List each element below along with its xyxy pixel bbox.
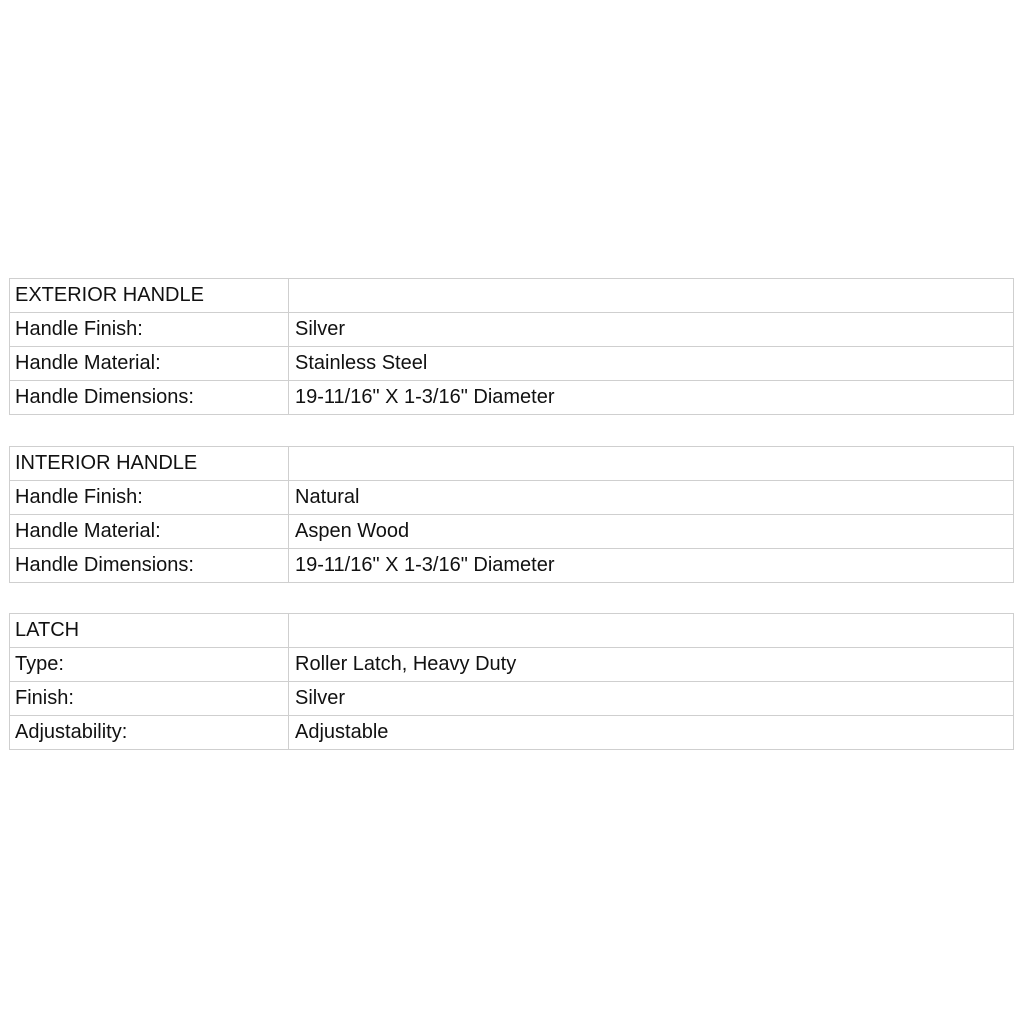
spec-value: Adjustable	[289, 716, 1014, 750]
interior-handle-spec-table	[9, 446, 1014, 583]
empty-cell	[289, 614, 1014, 648]
section-heading: EXTERIOR HANDLE	[10, 279, 289, 313]
latch-spec-table	[9, 613, 1014, 750]
section-heading: INTERIOR HANDLE	[10, 447, 289, 481]
section-heading-row	[10, 279, 1014, 313]
spec-value: Silver	[289, 313, 1014, 347]
table-row	[10, 313, 1014, 347]
table-row	[10, 716, 1014, 750]
empty-cell	[289, 447, 1014, 481]
spec-value: Natural	[289, 481, 1014, 515]
table-row	[10, 682, 1014, 716]
section-heading-row	[10, 447, 1014, 481]
table-row	[10, 481, 1014, 515]
exterior-handle-spec-table	[9, 278, 1014, 415]
spec-label: Adjustability:	[10, 716, 289, 750]
spec-label: Handle Material:	[10, 347, 289, 381]
spec-value: 19-11/16" X 1-3/16" Diameter	[289, 381, 1014, 415]
spec-value: 19-11/16" X 1-3/16" Diameter	[289, 549, 1014, 583]
section-heading: LATCH	[10, 614, 289, 648]
spec-value: Aspen Wood	[289, 515, 1014, 549]
spec-label: Handle Finish:	[10, 313, 289, 347]
spec-label: Finish:	[10, 682, 289, 716]
table-row	[10, 549, 1014, 583]
spec-label: Type:	[10, 648, 289, 682]
spec-value: Silver	[289, 682, 1014, 716]
empty-cell	[289, 279, 1014, 313]
table-row	[10, 648, 1014, 682]
spec-label: Handle Dimensions:	[10, 381, 289, 415]
spec-value: Roller Latch, Heavy Duty	[289, 648, 1014, 682]
spec-label: Handle Finish:	[10, 481, 289, 515]
spec-label: Handle Dimensions:	[10, 549, 289, 583]
section-heading-row	[10, 614, 1014, 648]
spec-value: Stainless Steel	[289, 347, 1014, 381]
spec-label: Handle Material:	[10, 515, 289, 549]
table-row	[10, 381, 1014, 415]
table-row	[10, 347, 1014, 381]
table-row	[10, 515, 1014, 549]
